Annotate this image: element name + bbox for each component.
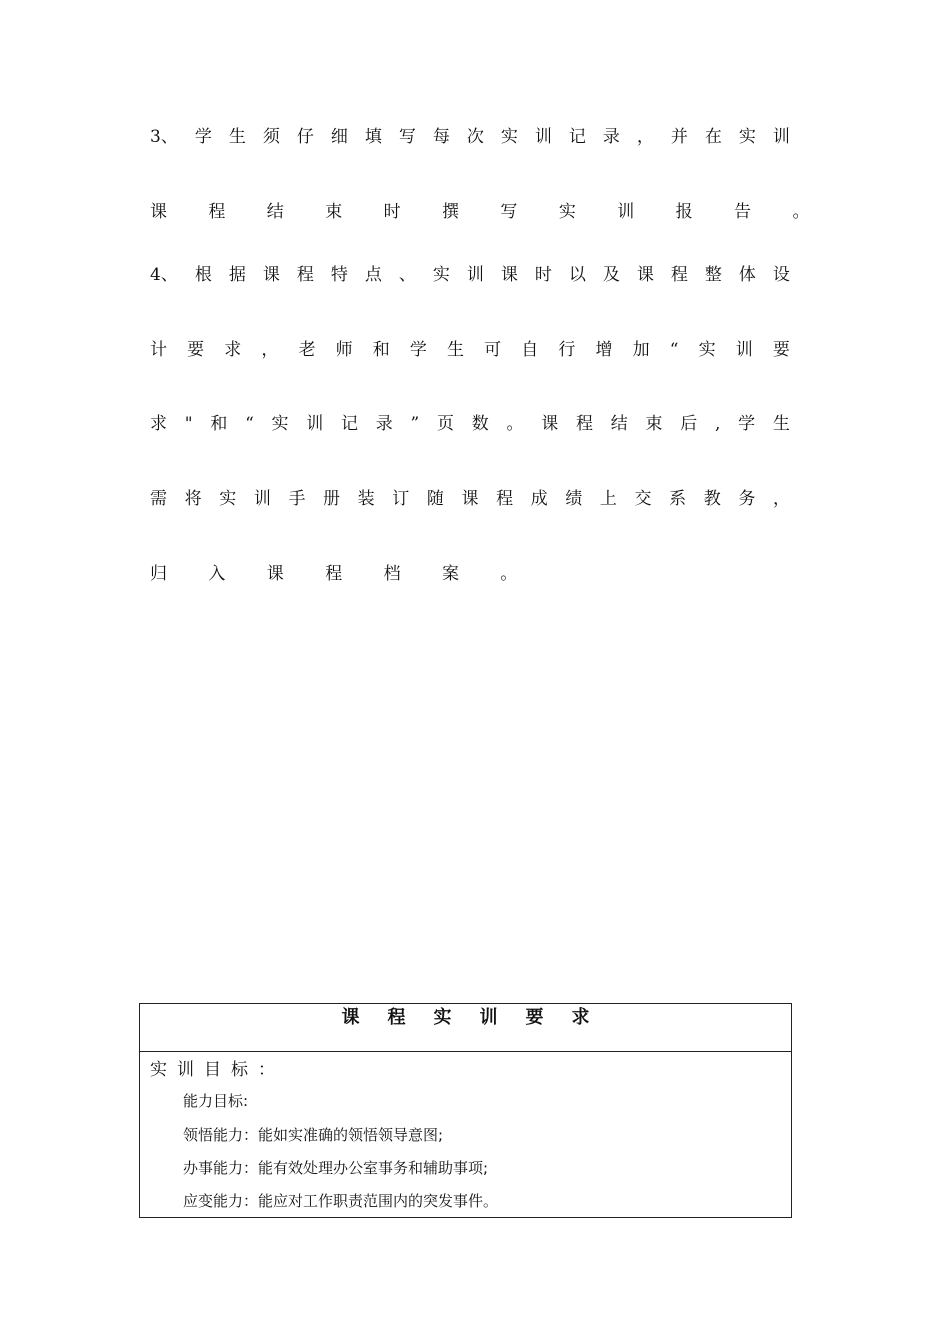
text-glyph: 课 bbox=[461, 489, 479, 509]
text-glyph: 册 bbox=[323, 489, 341, 509]
text-glyph: 须 bbox=[262, 127, 280, 147]
text-glyph: 训 bbox=[735, 340, 753, 360]
text-glyph: 并 bbox=[670, 127, 688, 147]
text-glyph: 务 bbox=[738, 489, 756, 509]
text-glyph: ， bbox=[772, 489, 790, 509]
goal-line: 领悟能力：能如实准确的领悟领导意图; bbox=[183, 1126, 444, 1144]
text-glyph: 课 bbox=[262, 265, 280, 285]
text-glyph: 学 bbox=[738, 414, 756, 434]
text-glyph: 教 bbox=[703, 489, 721, 509]
text-glyph: 课 bbox=[500, 265, 518, 285]
text-glyph: 据 bbox=[228, 265, 246, 285]
text-glyph: ， bbox=[636, 127, 654, 147]
training-goal-label: 实训目标： bbox=[150, 1060, 285, 1080]
text-glyph: 生 bbox=[447, 340, 464, 360]
text-glyph: 课 bbox=[636, 265, 654, 285]
text-glyph: " bbox=[184, 414, 193, 434]
table-title: 课程实训要求 bbox=[140, 1004, 791, 1052]
text-glyph: 填 bbox=[364, 127, 382, 147]
text-glyph: 课 bbox=[541, 414, 559, 434]
text-glyph: 训 bbox=[306, 414, 324, 434]
text-glyph: 和 bbox=[210, 414, 228, 434]
text-glyph: 可 bbox=[484, 340, 502, 360]
text-glyph: 3、 bbox=[150, 127, 178, 147]
text-glyph: 每 bbox=[432, 127, 450, 147]
text-glyph: 程 bbox=[575, 414, 593, 434]
text-glyph: 增 bbox=[595, 340, 613, 360]
text-glyph: 根 bbox=[194, 265, 212, 285]
goal-line: 能力目标: bbox=[183, 1092, 249, 1110]
text-glyph: 加 bbox=[632, 340, 650, 360]
text-glyph: 成 bbox=[530, 489, 548, 509]
spread-text bbox=[150, 487, 790, 511]
text-glyph: 及 bbox=[602, 265, 620, 285]
text-glyph: ” bbox=[410, 414, 420, 434]
text-glyph: 录 bbox=[602, 127, 620, 147]
text-glyph: 设 bbox=[772, 265, 790, 285]
text-glyph: 自 bbox=[521, 340, 539, 360]
text-glyph: 体 bbox=[738, 265, 756, 285]
spread-text bbox=[150, 338, 790, 362]
paragraph-3-line-1 bbox=[150, 125, 790, 149]
text-glyph: 生 bbox=[772, 414, 790, 434]
text-glyph: 实 bbox=[432, 265, 450, 285]
text-glyph: 记 bbox=[341, 414, 359, 434]
text-glyph: 需 bbox=[150, 489, 167, 509]
text-glyph: 系 bbox=[669, 489, 687, 509]
text-glyph: 实 bbox=[738, 127, 756, 147]
text-glyph: 手 bbox=[288, 489, 306, 509]
text-glyph: 页 bbox=[436, 414, 454, 434]
text-glyph: 实 bbox=[500, 127, 518, 147]
paragraph-4-line-5: 归 入 课 程 档 案 。 bbox=[150, 564, 536, 584]
text-glyph: 学 bbox=[409, 340, 427, 360]
text-glyph: 仔 bbox=[296, 127, 314, 147]
text-glyph: “ bbox=[669, 340, 679, 360]
text-glyph: 要 bbox=[187, 340, 205, 360]
spread-text bbox=[150, 263, 790, 287]
text-glyph: 训 bbox=[534, 127, 552, 147]
text-glyph: 训 bbox=[772, 127, 790, 147]
paragraph-4-line-1 bbox=[150, 263, 790, 287]
goal-line: 应变能力：能应对工作职责范围内的突发事件。 bbox=[183, 1192, 499, 1210]
text-glyph: 点 bbox=[364, 265, 382, 285]
goal-line: 办事能力：能有效处理办公室事务和辅助事项; bbox=[183, 1159, 489, 1177]
text-glyph: 程 bbox=[670, 265, 688, 285]
paragraph-3-line-2: 课 程 结 束 时 撰 写 实 训 报 告 。 bbox=[150, 202, 828, 222]
spread-text bbox=[150, 125, 790, 149]
text-glyph: 束 bbox=[645, 414, 663, 434]
text-glyph: 师 bbox=[335, 340, 353, 360]
text-glyph: 程 bbox=[496, 489, 514, 509]
text-glyph: 写 bbox=[398, 127, 416, 147]
text-glyph: 装 bbox=[357, 489, 375, 509]
text-glyph: 交 bbox=[634, 489, 652, 509]
paragraph-4-line-4 bbox=[150, 487, 790, 511]
paragraph-4-line-2 bbox=[150, 338, 790, 362]
text-glyph: 、 bbox=[398, 265, 416, 285]
text-glyph: 整 bbox=[704, 265, 722, 285]
text-glyph: 结 bbox=[610, 414, 628, 434]
text-glyph: “ bbox=[245, 414, 254, 434]
text-glyph: 训 bbox=[466, 265, 484, 285]
text-glyph: , bbox=[714, 414, 721, 434]
text-glyph: 行 bbox=[558, 340, 576, 360]
text-glyph: 实 bbox=[219, 489, 237, 509]
training-requirements-table bbox=[139, 1003, 792, 1218]
text-glyph: 老 bbox=[298, 340, 316, 360]
text-glyph: 后 bbox=[680, 414, 698, 434]
text-glyph: 和 bbox=[372, 340, 390, 360]
text-glyph: 求 bbox=[224, 340, 242, 360]
text-glyph: 实 bbox=[271, 414, 289, 434]
text-glyph: 计 bbox=[150, 340, 167, 360]
text-glyph: 以 bbox=[568, 265, 586, 285]
text-glyph: 上 bbox=[599, 489, 617, 509]
text-glyph: 将 bbox=[184, 489, 202, 509]
text-glyph: 程 bbox=[296, 265, 314, 285]
text-glyph: 。 bbox=[506, 414, 524, 434]
text-glyph: 求 bbox=[150, 414, 167, 434]
paragraph-4-line-3 bbox=[150, 412, 790, 436]
text-glyph: 随 bbox=[426, 489, 444, 509]
text-glyph: 4、 bbox=[150, 265, 178, 285]
text-glyph: 绩 bbox=[565, 489, 583, 509]
text-glyph: 录 bbox=[375, 414, 393, 434]
text-glyph: 记 bbox=[568, 127, 586, 147]
text-glyph: 特 bbox=[330, 265, 348, 285]
text-glyph: 在 bbox=[704, 127, 722, 147]
text-glyph: 生 bbox=[228, 127, 246, 147]
text-glyph: 数 bbox=[471, 414, 489, 434]
text-glyph: 订 bbox=[392, 489, 410, 509]
text-glyph: 时 bbox=[534, 265, 552, 285]
text-glyph: 训 bbox=[253, 489, 271, 509]
text-glyph: 细 bbox=[330, 127, 348, 147]
spread-text bbox=[150, 412, 790, 436]
text-glyph: 学 bbox=[194, 127, 212, 147]
text-glyph: 要 bbox=[772, 340, 790, 360]
text-glyph: 次 bbox=[466, 127, 484, 147]
text-glyph: 实 bbox=[698, 340, 716, 360]
text-glyph: ， bbox=[261, 340, 279, 360]
